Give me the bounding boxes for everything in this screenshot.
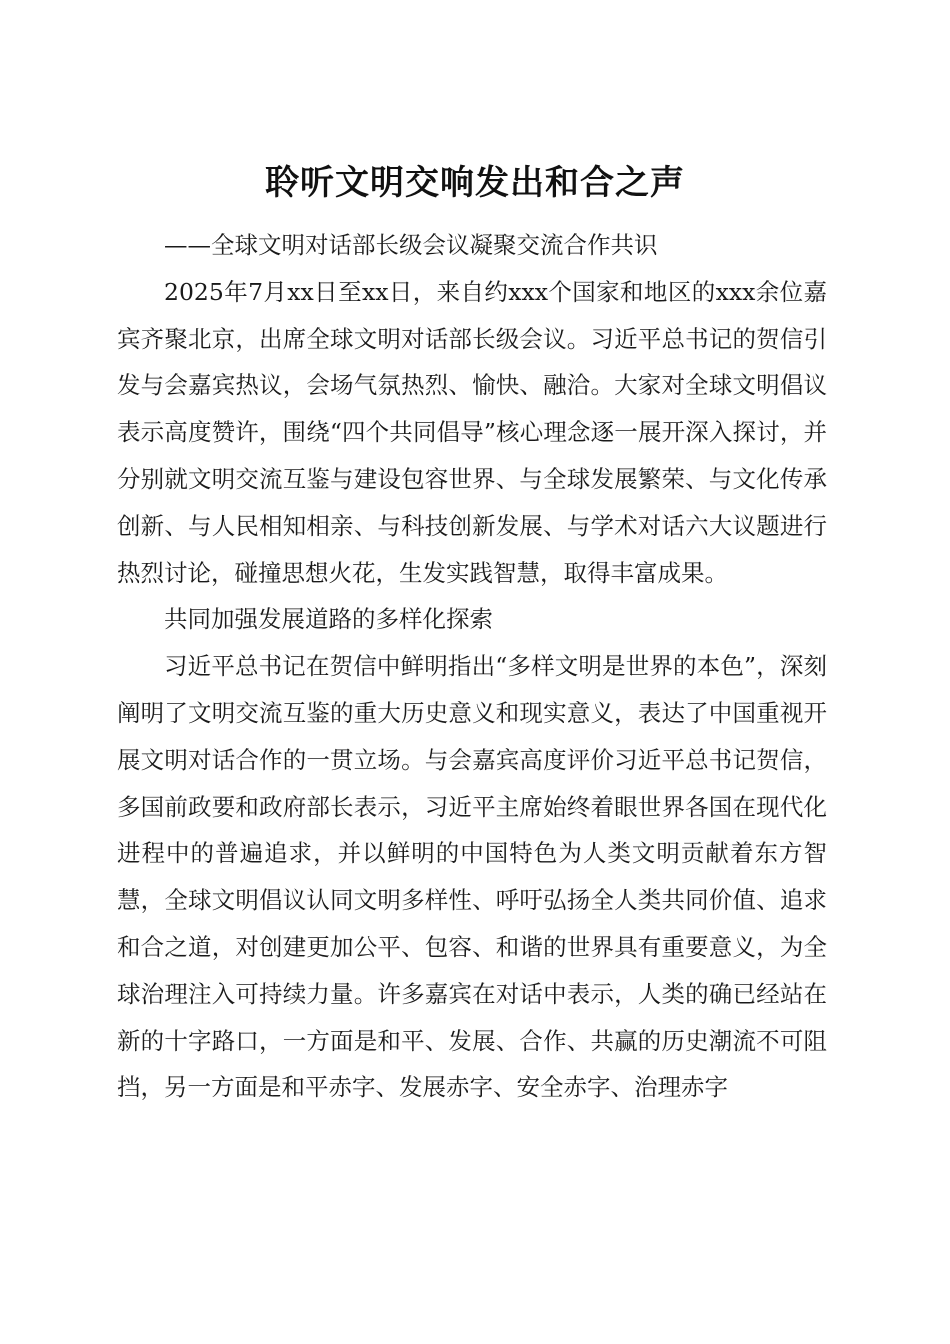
document-title: 聆听文明交响发出和合之声 xyxy=(265,162,685,203)
document-subtitle: ——全球文明对话部长级会议凝聚交流合作共识 xyxy=(164,231,658,259)
paragraph-intro: 2025年7月xx日至xx日，来自约xxx个国家和地区的xxx余位嘉宾齐聚北京，出席全球文明对话部长级会议。习近平总书记的贺信引发与会嘉宾热议，会场气氛热烈、愉快、融洽。大家对全球文明倡议表示高度赞许，围绕“四个共同倡导”核心理念逐一展开深入探讨，并分别就文明交流互鉴与建设包容世界、与全球发展繁荣、与文化传承创新、与人民相知相亲、与科技创新发展、与学术对话六大议题进行热烈讨论，碰撞思想火花，生发实践智慧，取得丰富成果。 xyxy=(117,277,827,587)
section-heading: 共同加强发展道路的多样化探索 xyxy=(164,605,493,634)
document-body xyxy=(117,222,827,1111)
paragraph-body: 习近平总书记在贺信中鲜明指出“多样文明是世界的本色”，深刻阐明了文明交流互鉴的重大历史意义和现实意义，表达了中国重视开展文明对话合作的一贯立场。与会嘉宾高度评价习近平总书记贺信，多国前政要和政府部长表示，习近平主席始终着眼世界各国在现代化进程中的普遍追求，并以鲜明的中国特色为人类文明贡献着东方智慧，全球文明倡议认同文明多样性、呼吁弘扬全人类共同价值、追求和合之道，对创建更加公平、包容、和谐的世界具有重要意义，为全球治理注入可持续力量。许多嘉宾在对话中表示，人类的确已经站在新的十字路口，一方面是和平、发展、合作、共赢的历史潮流不可阻挡，另一方面是和平赤字、发展赤字、安全赤字、治理赤字 xyxy=(117,652,827,1102)
